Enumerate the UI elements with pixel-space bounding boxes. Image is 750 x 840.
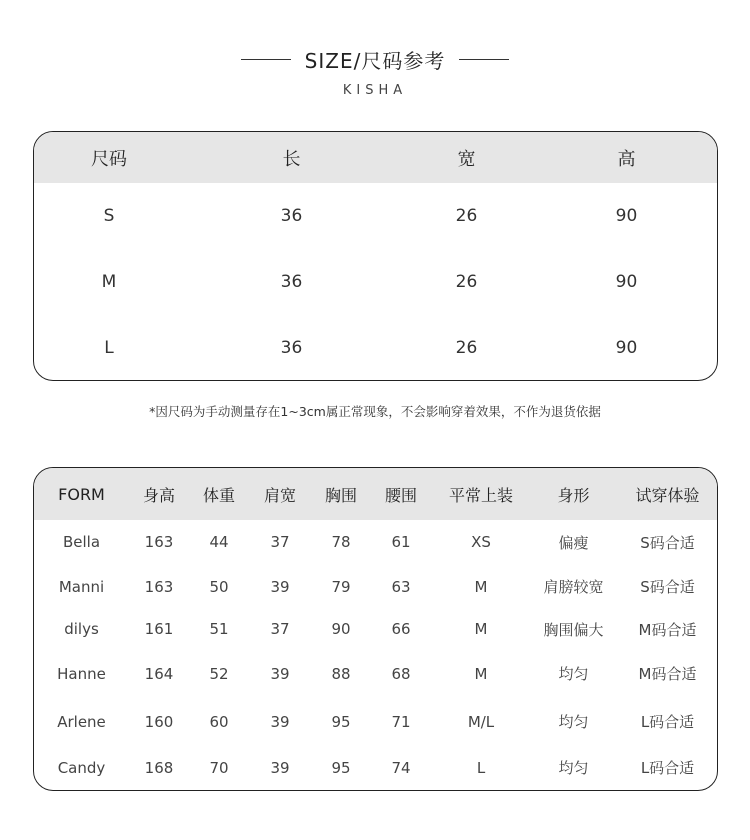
form-cell: 164 [144,664,174,683]
form-header-cell: 肩宽 [263,485,296,505]
size-header-cell: 长 [282,148,301,170]
form-cell: 163 [144,577,174,596]
form-cell: 50 [209,577,229,596]
form-cell: Arlene [57,712,106,731]
size-cell: 36 [280,206,303,226]
form-cell: 肩膀较宽 [543,578,604,596]
form-cell: 胸围偏大 [543,620,604,639]
form-cell: 79 [331,577,351,596]
fitting-report-table [34,468,718,790]
form-cell: L码合适 [640,759,695,777]
form-cell: S码合适 [640,578,695,596]
form-cell: 161 [144,620,174,638]
form-cell: 95 [331,758,351,777]
form-row [34,609,718,649]
size-cell: 36 [280,272,303,292]
form-cell: Bella [62,533,101,551]
form-cell: dilys [64,620,99,638]
form-cell: Hanne [57,664,106,683]
form-cell: M [474,577,488,596]
form-cell: M码合适 [638,620,697,639]
form-cell: 95 [331,712,351,731]
form-row [34,745,718,790]
form-header-cell: 平常上装 [448,485,513,505]
form-cell: 66 [391,620,411,638]
size-cell: M [101,272,117,292]
size-header-cell: 尺码 [91,148,127,170]
form-cell: 74 [391,758,411,777]
form-cell: L [476,758,486,777]
form-cell: Candy [57,758,106,777]
form-row [34,698,718,745]
form-header-cell: 身形 [557,485,590,505]
size-cell: L [104,338,114,358]
size-cell: 26 [455,272,478,292]
form-cell: 44 [209,533,229,551]
form-cell: 78 [331,533,351,551]
fitting-report-box [33,467,718,791]
form-cell: 37 [270,620,290,638]
form-header-cell: 体重 [202,485,235,505]
form-cell: XS [471,533,491,551]
title-row [0,44,750,74]
page-title: SIZE/尺码参考 [304,48,446,73]
form-cell: M/L [467,712,495,731]
size-chart-box [33,131,718,381]
form-cell: Manni [58,577,105,596]
form-cell: 70 [209,758,229,777]
form-cell: 71 [391,712,411,731]
form-cell: 39 [270,577,290,596]
form-cell: 88 [331,664,351,683]
title-right-divider [459,59,509,60]
size-header-row [34,132,718,183]
form-cell: 160 [144,712,174,731]
form-header-cell: 腰围 [384,485,417,505]
form-row [34,564,718,609]
size-cell: 90 [615,206,638,226]
form-header-cell: 胸围 [324,485,357,505]
measurement-note: *因尺码为手动测量存在1~3cm属正常现象，不会影响穿着效果，不作为退货依据 [149,404,601,419]
form-header-row [34,468,718,520]
form-cell: 偏瘦 [558,533,589,552]
size-cell: 36 [280,338,303,358]
form-cell: 均匀 [558,713,589,731]
form-cell: 163 [144,533,174,551]
size-cell: 26 [455,338,478,358]
form-header-cell: 试穿体验 [635,485,700,505]
form-cell: 52 [209,664,229,683]
form-cell: S码合适 [640,533,695,552]
form-cell: 均匀 [558,665,589,683]
form-cell: 51 [209,620,229,638]
form-cell: L码合适 [640,713,695,731]
form-cell: 39 [270,664,290,683]
size-header-cell: 高 [617,148,636,170]
size-header-cell: 宽 [457,148,476,170]
form-cell: 90 [331,620,351,638]
form-cell: M [474,664,488,683]
title-left-divider [241,59,291,60]
form-row [34,649,718,698]
brand-name: KISHA [342,83,408,98]
form-row [34,520,718,564]
form-cell: 均匀 [558,759,589,777]
size-cell: S [103,206,115,226]
size-chart-table [34,132,718,381]
size-cell: 90 [615,338,638,358]
form-cell: 60 [209,712,229,731]
form-cell: 68 [391,664,411,683]
form-header-cell: FORM [58,484,105,504]
form-cell: 37 [270,533,290,551]
form-cell: 39 [270,758,290,777]
size-cell: 90 [615,272,638,292]
form-cell: 168 [144,758,174,777]
form-cell: 61 [391,533,411,551]
size-cell: 26 [455,206,478,226]
form-cell: 39 [270,712,290,731]
form-cell: M [474,620,488,638]
page-header [0,44,750,98]
form-header-cell: 身高 [142,485,175,505]
size-row [34,249,718,315]
form-cell: M码合适 [638,665,697,683]
size-row [34,183,718,249]
form-cell: 63 [391,577,411,596]
size-row [34,315,718,381]
